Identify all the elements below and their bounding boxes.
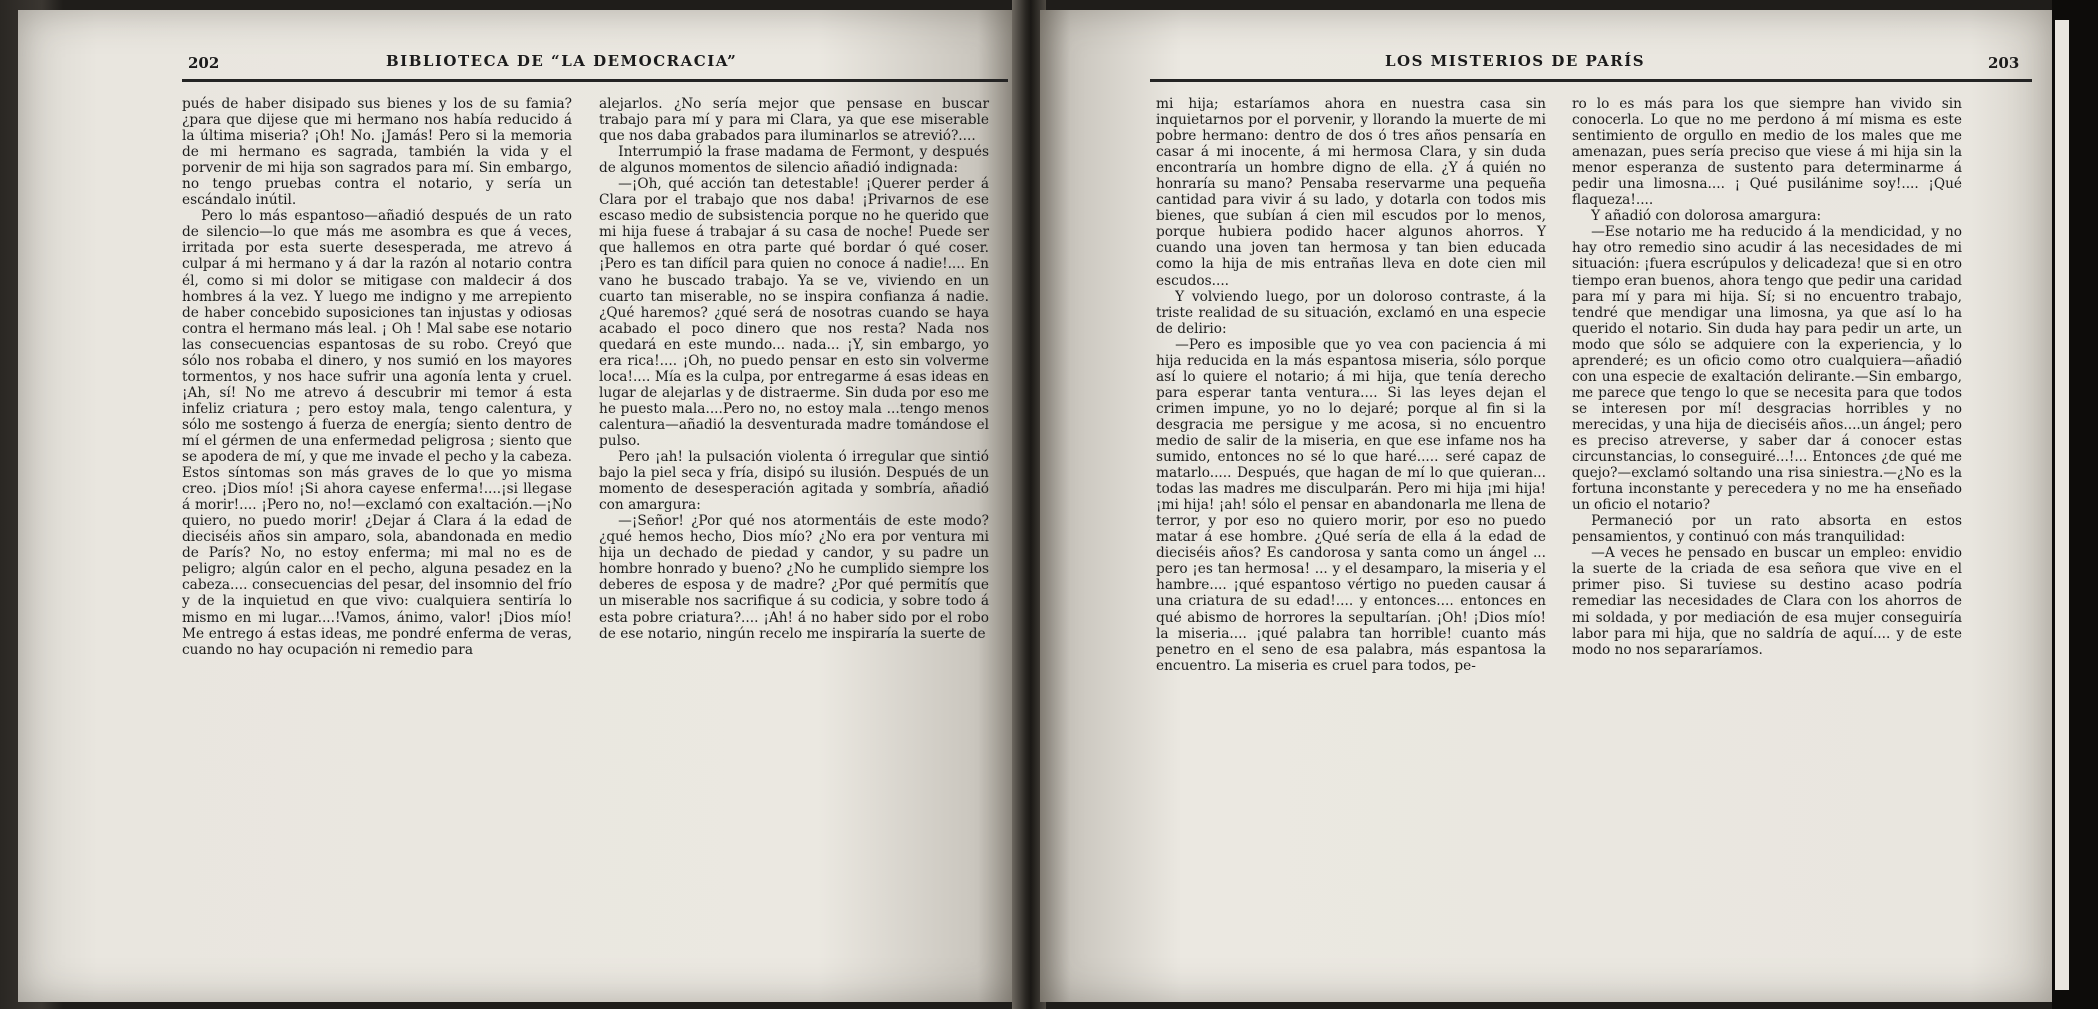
paragraph: Y volviendo luego, por un doloroso contraste, á la triste realidad de su situación, exclamó en una especie de delirio: (1156, 288, 1546, 337)
right-running-head: LOS MISTERIOS DE PARÍS (1385, 52, 1646, 70)
paragraph: —¡Oh, qué acción tan detestable! ¡Querer perder á Clara por el trabajo que nos daba! ¡Privarnos de ese escaso medio de subsistencia porque no he querido que mi hija fuese á trabajar á su casa de noche! Puede ser que hallemos en otra parte qué bordar ó qué coser. ¡Pero es tan difícil para quien no conoce á nadie!.... En vano he buscado trabajo. Ya se ve, viviendo en un cuarto tan miserable, no se inspira confianza á nadie. ¿Qué haremos? ¿qué será de nosotras cuando se haya acabado el poco dinero que nos resta? Nada nos quedará en este mundo... nada... ¡Y, sin embargo, yo era rica!.... ¡Oh, no puedo pensar en esto sin volverme loca!.... Mía es la culpa, por entregarme á esas ideas en lugar de alejarlas y de distraerme. Sin duda por eso me he puesto mala....Pero no, no estoy mala ...tengo menos calentura—añadió la desventurada madre tomándose el pulso. (599, 176, 989, 449)
right-header-rule (1150, 79, 2032, 82)
left-page (18, 10, 1018, 1002)
paragraph: —Ese notario me ha reducido á la mendicidad, y no hay otro remedio sino acudir á las necesidades de mi situación: ¡fuera escrúpulos y delicadeza! que si en otro tiempo eran buenos, ahora tengo que pedir una caridad para mí y para mi hija. Sí; si no encuentro trabajo, tendré que mendigar una limosna, ya que así lo ha querido el notario. Sin duda hay para pedir un arte, un modo que sólo se adquiere con la experiencia, y lo aprenderé; es un oficio como otro cualquiera—añadió con una especie de exaltación delirante.—Sin embargo, me parece que tengo lo que se necesita para que todos se interesen por mí! desgracias horribles y no merecidas, y una hija de dieciséis años....un ángel; pero es preciso atreverse, y saber dar á conocer estas circunstancias, lo conseguiré...!... Entonces ¿de qué me quejo?—exclamó soltando una risa siniestra.—¿No es la fortuna inconstante y perecedera y no me ha enseñado un oficio el notario? (1572, 224, 1962, 514)
paragraph: —¡Señor! ¿Por qué nos atormentáis de este modo? ¿qué hemos hecho, Dios mío? ¿No era por ventura mi hija un dechado de piedad y candor, y su padre un hombre honrado y bueno? ¿No he cumplido siempre los deberes de esposa y de madre? ¿Por qué permitís que un miserable nos sacrifique á su codicia, y sobre todo á esta pobre criatura?.... ¡Ah! á no haber sido por el robo de ese notario, ningún recelo me inspiraría la suerte de (599, 513, 989, 642)
left-running-head: BIBLIOTECA DE “LA DEMOCRACIA” (386, 52, 738, 70)
paragraph: mi hija; estaríamos ahora en nuestra casa sin inquietarnos por el porvenir, y llorando la muerte de mi pobre hermano: dentro de dos ó tres años pensaría en casar á mi inocente, á mi hermosa Clara, y sin duda encontraría un hombre digno de ella. ¿Y á quién no honraría su mano? Pensaba reservarme una pequeña cantidad para vivir á su lado, y dotarla con todos mis bienes, que subían á cien mil escudos por lo menos, porque hubiera podido hacer algunos ahorros. Y cuando una joven tan hermosa y tan bien educada como la hija de mis entrañas lleva en dote cien mil escudos.... (1156, 96, 1546, 289)
left-column-2 (599, 96, 989, 642)
paragraph: alejarlos. ¿No sería mejor que pensase en buscar trabajo para mí y para mi Clara, ya que ese miserable que nos daba grabados para iluminarlos se atrevió?.... (599, 96, 989, 145)
paragraph: ro lo es más para los que siempre han vivido sin conocerla. Lo que no me perdono á mí misma es este sentimiento de orgullo en medio de los males que me amenazan, pues sería preciso que viese á mi hija sin la menor esperanza de sustento para determinarme á pedir una limosna.... ¡ Qué pusilánime soy!.... ¡Qué flaqueza!.... (1572, 96, 1962, 209)
paragraph: Interrumpió la frase madama de Fermont, y después de algunos momentos de silencio añadió indignada: (599, 144, 989, 177)
paragraph: Y añadió con dolorosa amargura: (1591, 208, 1822, 225)
right-column-1 (1156, 96, 1546, 674)
right-column-2 (1572, 96, 1962, 658)
paragraph: Pero ¡ah! la pulsación violenta ó irregular que sintió bajo la piel seca y fría, disipó su ilusión. Después de un momento de desesperación agitada y sombría, añadió con amargura: (599, 449, 989, 514)
left-column-1 (182, 96, 572, 658)
paragraph: Permaneció por un rato absorta en estos pensamientos, y continuó con más tranquilidad: (1572, 513, 1962, 546)
paragraph: —A veces he pensado en buscar un empleo: envidio la suerte de la criada de esa señora que vive en el primer piso. Si tuviese su destino acaso podría remediar las necesidades de Clara con los ahorros de mi soldada, y por mediación de esa mujer conseguiría labor para mi hija, que no saldría de aquí.... y de este modo no nos separaríamos. (1572, 545, 1962, 658)
right-page (1040, 10, 2052, 1002)
next-page-edge (2055, 20, 2069, 990)
paragraph: pués de haber disipado sus bienes y los de su famia? ¿para que dijese que mi hermano nos había reducido á la última miseria? ¡Oh! No. ¡Jamás! Pero si la memoria de mi hermano es sagrada, también la vida y el porvenir de mi hija son sagrados para mí. Sin embargo, no tengo pruebas contra el notario, y sería un escándalo inútil. (182, 96, 572, 209)
paragraph: Pero lo más espantoso—añadió después de un rato de silencio—lo que más me asombra es que á veces, irritada por esta suerte desesperada, me atrevo á culpar á mi hermano y á dar la razón al notario contra él, como si mi dolor se mitigase con maldecir á dos hombres á la vez. Y luego me indigno y me arrepiento de haber concebido suposiciones tan injustas y odiosas contra el hermano más leal. ¡ Oh ! Mal sabe ese notario las consecuencias espantosas de su robo. Creyó que sólo nos robaba el dinero, y nos sumió en los mayores tormentos, y nos hace sufrir una agonía lenta y cruel. ¡Ah, sí! No me atrevo á descubrir mi temor á esta infeliz criatura ; pero estoy mala, tengo calentura, y sólo me sostengo á fuerza de energía; siento dentro de mí el gérmen de una enfermedad peligrosa ; siento que se apodera de mí, y que me invade el pecho y la cabeza. Estos síntomas son más graves de lo que yo misma creo. ¡Dios mío! ¡Si ahora cayese enferma!....¡si llegase á morir!.... ¡Pero no, no!—exclamó con exaltación.—¡No quiero, no puedo morir! ¿Dejar á Clara á la edad de dieciséis años sin amparo, sola, abandonada en medio de París? No, no estoy enferma; mi mal no es de peligro; algún calor en el pecho, alguna pesadez en la cabeza.... consecuencias del pesar, del insomnio del frío y de la inquietud en que vivo: cualquiera sentiría lo mismo en mi lugar....!Vamos, ánimo, valor! ¡Dios mío! Me entrego á estas ideas, me pondré enferma de veras, cuando no hay ocupación ni remedio para (182, 208, 572, 658)
paragraph: —Pero es imposible que yo vea con paciencia á mi hija reducida en la más espantosa miseria, sólo porque así lo quiere el notario; á mi hija, que tenía derecho para esperar tanta ventura.... Si las leyes dejan el crimen impune, yo no lo dejaré; porque al fin si la desgracia me persigue y me acosa, si no encuentro medio de salir de la miseria, en que ese infame nos ha sumido, entonces no sé lo que haré..... seré capaz de matarlo..... Después, que hagan de mí lo que quieran... todas las madres me disculparán. Pero mi hija ¡mi hija! ¡mi hija! ¡ah! sólo el pensar en abandonarla me llena de terror, y por eso no quiero morir, por eso no puedo matar á ese hombre. ¿Qué sería de ella á la edad de dieciséis años? Es candorosa y santa como un ángel ... pero ¡es tan hermosa! ... y el desamparo, la miseria y el hambre.... ¡qué espantoso vértigo no pueden causar á una criatura de su edad!.... y entonces.... entonces en qué abismo de horrores la sepultarían. ¡Oh! ¡Dios mío! la miseria.... ¡qué palabra tan horrible! cuanto más penetro en el seno de esa palabra, más espantosa la encuentro. La miseria es cruel para todos, pe- (1156, 336, 1546, 674)
right-page-number: 203 (1988, 54, 2020, 72)
left-header-rule (182, 79, 1008, 82)
left-page-number: 202 (188, 54, 220, 72)
